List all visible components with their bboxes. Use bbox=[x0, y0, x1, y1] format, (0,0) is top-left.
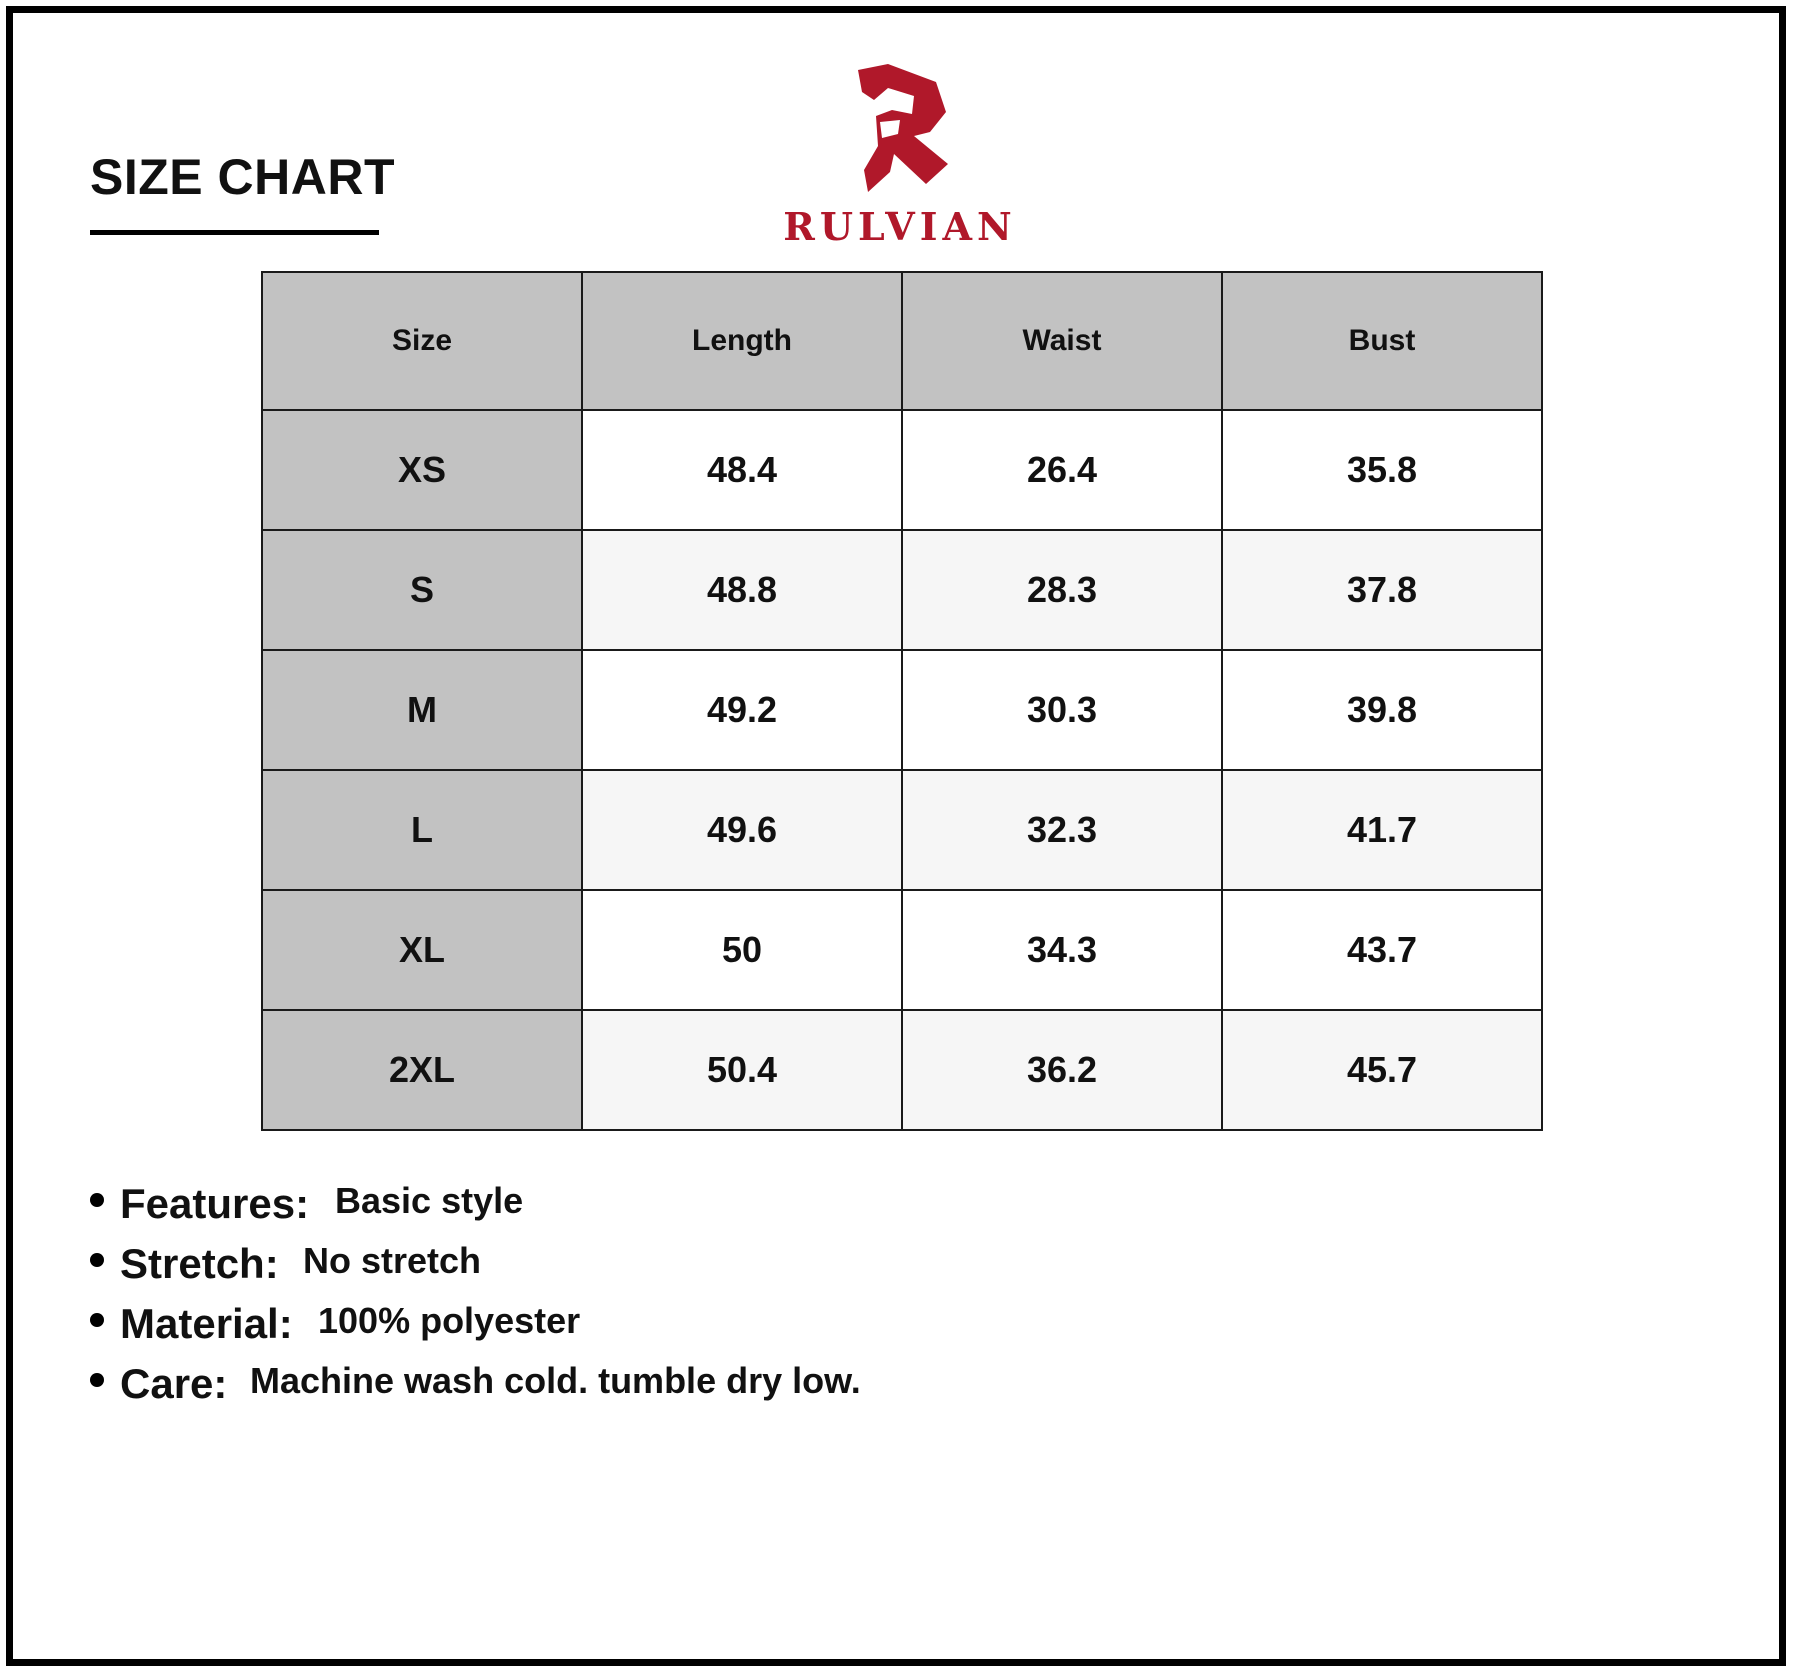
table-row bbox=[262, 890, 1542, 1010]
waist-cell: 32.3 bbox=[902, 770, 1222, 890]
length-cell: 48.4 bbox=[582, 410, 902, 530]
size-cell: XL bbox=[262, 890, 582, 1010]
length-cell: 50 bbox=[582, 890, 902, 1010]
table-row bbox=[262, 530, 1542, 650]
waist-cell: 26.4 bbox=[902, 410, 1222, 530]
detail-value: Machine wash cold. tumble dry low. bbox=[250, 1360, 861, 1401]
list-item-care bbox=[90, 1360, 1290, 1420]
header-bust: Bust bbox=[1222, 272, 1542, 410]
waist-cell: 30.3 bbox=[902, 650, 1222, 770]
detail-label: Stretch: bbox=[120, 1240, 279, 1287]
waist-cell: 34.3 bbox=[902, 890, 1222, 1010]
bust-cell: 43.7 bbox=[1222, 890, 1542, 1010]
size-cell: 2XL bbox=[262, 1010, 582, 1130]
detail-value: Basic style bbox=[335, 1180, 524, 1221]
waist-cell: 28.3 bbox=[902, 530, 1222, 650]
bust-cell: 45.7 bbox=[1222, 1010, 1542, 1130]
list-item-features bbox=[90, 1180, 1290, 1240]
header-length: Length bbox=[582, 272, 902, 410]
brand-logo bbox=[780, 62, 1040, 252]
size-cell: S bbox=[262, 530, 582, 650]
detail-value: No stretch bbox=[303, 1240, 482, 1281]
detail-label: Material: bbox=[120, 1300, 293, 1347]
length-cell: 49.6 bbox=[582, 770, 902, 890]
length-cell: 48.8 bbox=[582, 530, 902, 650]
bust-cell: 39.8 bbox=[1222, 650, 1542, 770]
bullet-icon bbox=[90, 1193, 104, 1207]
size-chart-table bbox=[261, 271, 1543, 1131]
bust-cell: 37.8 bbox=[1222, 530, 1542, 650]
header-size: Size bbox=[262, 272, 582, 410]
table-row bbox=[262, 410, 1542, 530]
title-underline bbox=[90, 230, 379, 235]
size-cell: M bbox=[262, 650, 582, 770]
table-row bbox=[262, 650, 1542, 770]
table-header-row bbox=[262, 272, 1542, 410]
bust-cell: 35.8 bbox=[1222, 410, 1542, 530]
list-item-material bbox=[90, 1300, 1290, 1360]
detail-value: 100% polyester bbox=[318, 1300, 581, 1341]
header-waist: Waist bbox=[902, 272, 1222, 410]
r-monogram-logo-icon bbox=[840, 62, 970, 202]
detail-label: Care: bbox=[120, 1360, 228, 1407]
length-cell: 49.2 bbox=[582, 650, 902, 770]
brand-wordmark: RULVIAN bbox=[783, 204, 1017, 249]
page-title: SIZE CHART bbox=[90, 149, 395, 205]
bullet-icon bbox=[90, 1373, 104, 1387]
list-item-stretch bbox=[90, 1240, 1290, 1300]
size-cell: L bbox=[262, 770, 582, 890]
product-details-list bbox=[90, 1180, 1290, 1420]
table-row bbox=[262, 1010, 1542, 1130]
table-row bbox=[262, 770, 1542, 890]
bullet-icon bbox=[90, 1253, 104, 1267]
size-cell: XS bbox=[262, 410, 582, 530]
detail-label: Features: bbox=[120, 1180, 310, 1227]
waist-cell: 36.2 bbox=[902, 1010, 1222, 1130]
length-cell: 50.4 bbox=[582, 1010, 902, 1130]
bust-cell: 41.7 bbox=[1222, 770, 1542, 890]
bullet-icon bbox=[90, 1313, 104, 1327]
